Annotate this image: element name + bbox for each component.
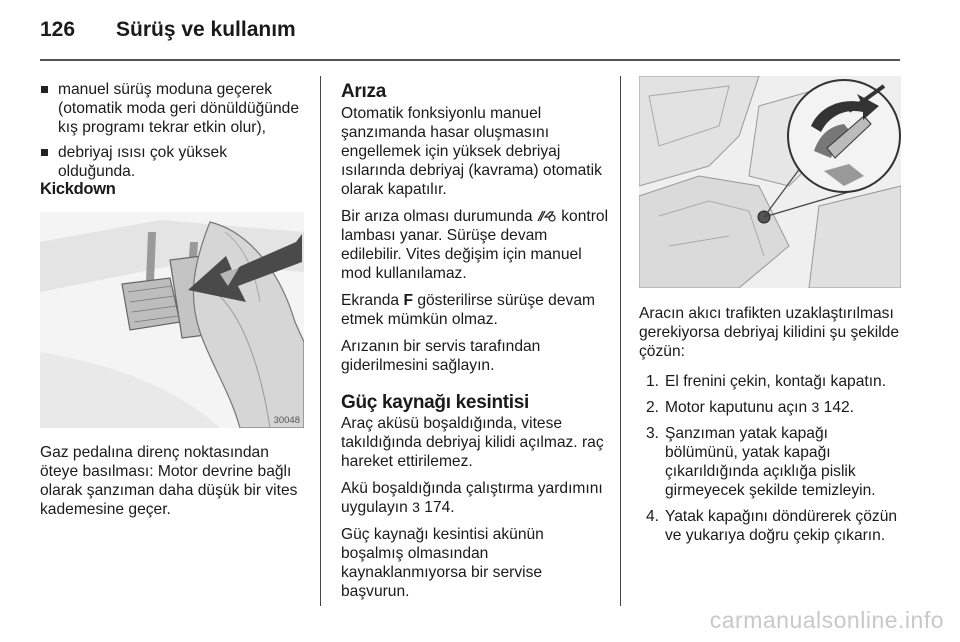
unlock-intro: Aracın akıcı trafikten uzaklaştırılması gerekiyorsa debriyaj kilidini şu şekilde çözün: (639, 305, 900, 360)
fault-paragraph-2: Bir arıza olması durumunda kontrol lambası yanar. Sürüşe devam edilebilir. Vites değişim için manuel mod kullanılamaz. (341, 208, 609, 282)
kickdown-heading-block (40, 180, 308, 199)
list-item: 1. El frenini çekin, kontağı kapatın. (645, 373, 887, 390)
fault-paragraph-3: Ekranda F gösterilirse sürüşe devam etmek mümkün olmaz. (341, 292, 595, 328)
kickdown-text-block (40, 443, 308, 527)
list-item: 4. Yatak kapağını döndürerek çözün ve yukarıya doğru çekip çıkarın. (645, 508, 898, 544)
power-heading: Güç kaynağı kesintisi (341, 392, 530, 413)
page-ref-link[interactable]: 142. (823, 399, 855, 416)
list-item: 2. Motor kaputunu açın 3 142. (645, 399, 855, 416)
column-2 (341, 82, 609, 609)
watermark: carmanualsonline.info (709, 607, 944, 633)
header-rule (40, 59, 900, 61)
unlock-steps (639, 372, 905, 545)
fault-paragraph-4: Arızanın bir servis tarafından giderilmesini sağlayın. (341, 338, 541, 374)
power-paragraph-2: Akü boşaldığında çalıştırma yardımını uygulayın 3 174. (341, 480, 603, 516)
fault-paragraph-1: Otomatik fonksiyonlu manuel şanzımanda hasar oluşmasını engellemek için yüksek debriyaj ısılarında debriyaj (kavrama) otomatik olarak kapatılır. (341, 105, 602, 198)
page-ref-link[interactable]: 174. (424, 499, 455, 516)
kickdown-figure (40, 212, 304, 428)
engine-bay-illustration (639, 76, 901, 288)
kickdown-paragraph: Gaz pedalına direnç noktasından öteye basılması: Motor devrine bağlı olarak şanzıman daha düşük bir vites kademesine geçer. (40, 444, 298, 518)
power-paragraph-1: Araç aküsü boşaldığında, vitese takıldığında debriyaj kilidi açılmaz. raç hareket ettirilemez. (341, 415, 604, 470)
fault-heading: Arıza (341, 81, 386, 102)
gearbox-figure (639, 76, 901, 288)
list-item: manuel sürüş moduna geçerek (otomatik moda geri dönüldüğünde kış programı tekrar etkin olur), (40, 80, 308, 137)
gearbox-warning-icon (537, 209, 557, 223)
column-3 (639, 304, 905, 552)
column-1 (40, 80, 308, 187)
page-ref-arrow-icon: 3 (811, 399, 820, 415)
bullet-icon (41, 149, 48, 156)
pedal-illustration (40, 212, 304, 428)
list-item: 3. Şanzıman yatak kapağı bölümünü, yatak kapağı çıkarıldığında açıklığa pislik girmeyecek şekilde temizleyin. (645, 425, 876, 499)
list-item: debriyaj ısısı çok yüksek olduğunda. (40, 143, 308, 181)
bullet-icon (41, 86, 48, 93)
page-header (40, 18, 296, 48)
power-paragraph-3: Güç kaynağı kesintisi akünün boşalmış olmasından kaynaklanmıyorsa bir servise başvurun. (341, 526, 544, 600)
column-divider (320, 76, 321, 606)
page-number: 126 (40, 18, 76, 41)
kickdown-heading: Kickdown (40, 180, 116, 198)
section-title: Sürüş ve kullanım (116, 18, 296, 41)
bullet-list (40, 80, 308, 181)
figure-number: 30048 (273, 415, 300, 426)
page-ref-arrow-icon: 3 (412, 499, 420, 515)
column-divider (620, 76, 621, 606)
